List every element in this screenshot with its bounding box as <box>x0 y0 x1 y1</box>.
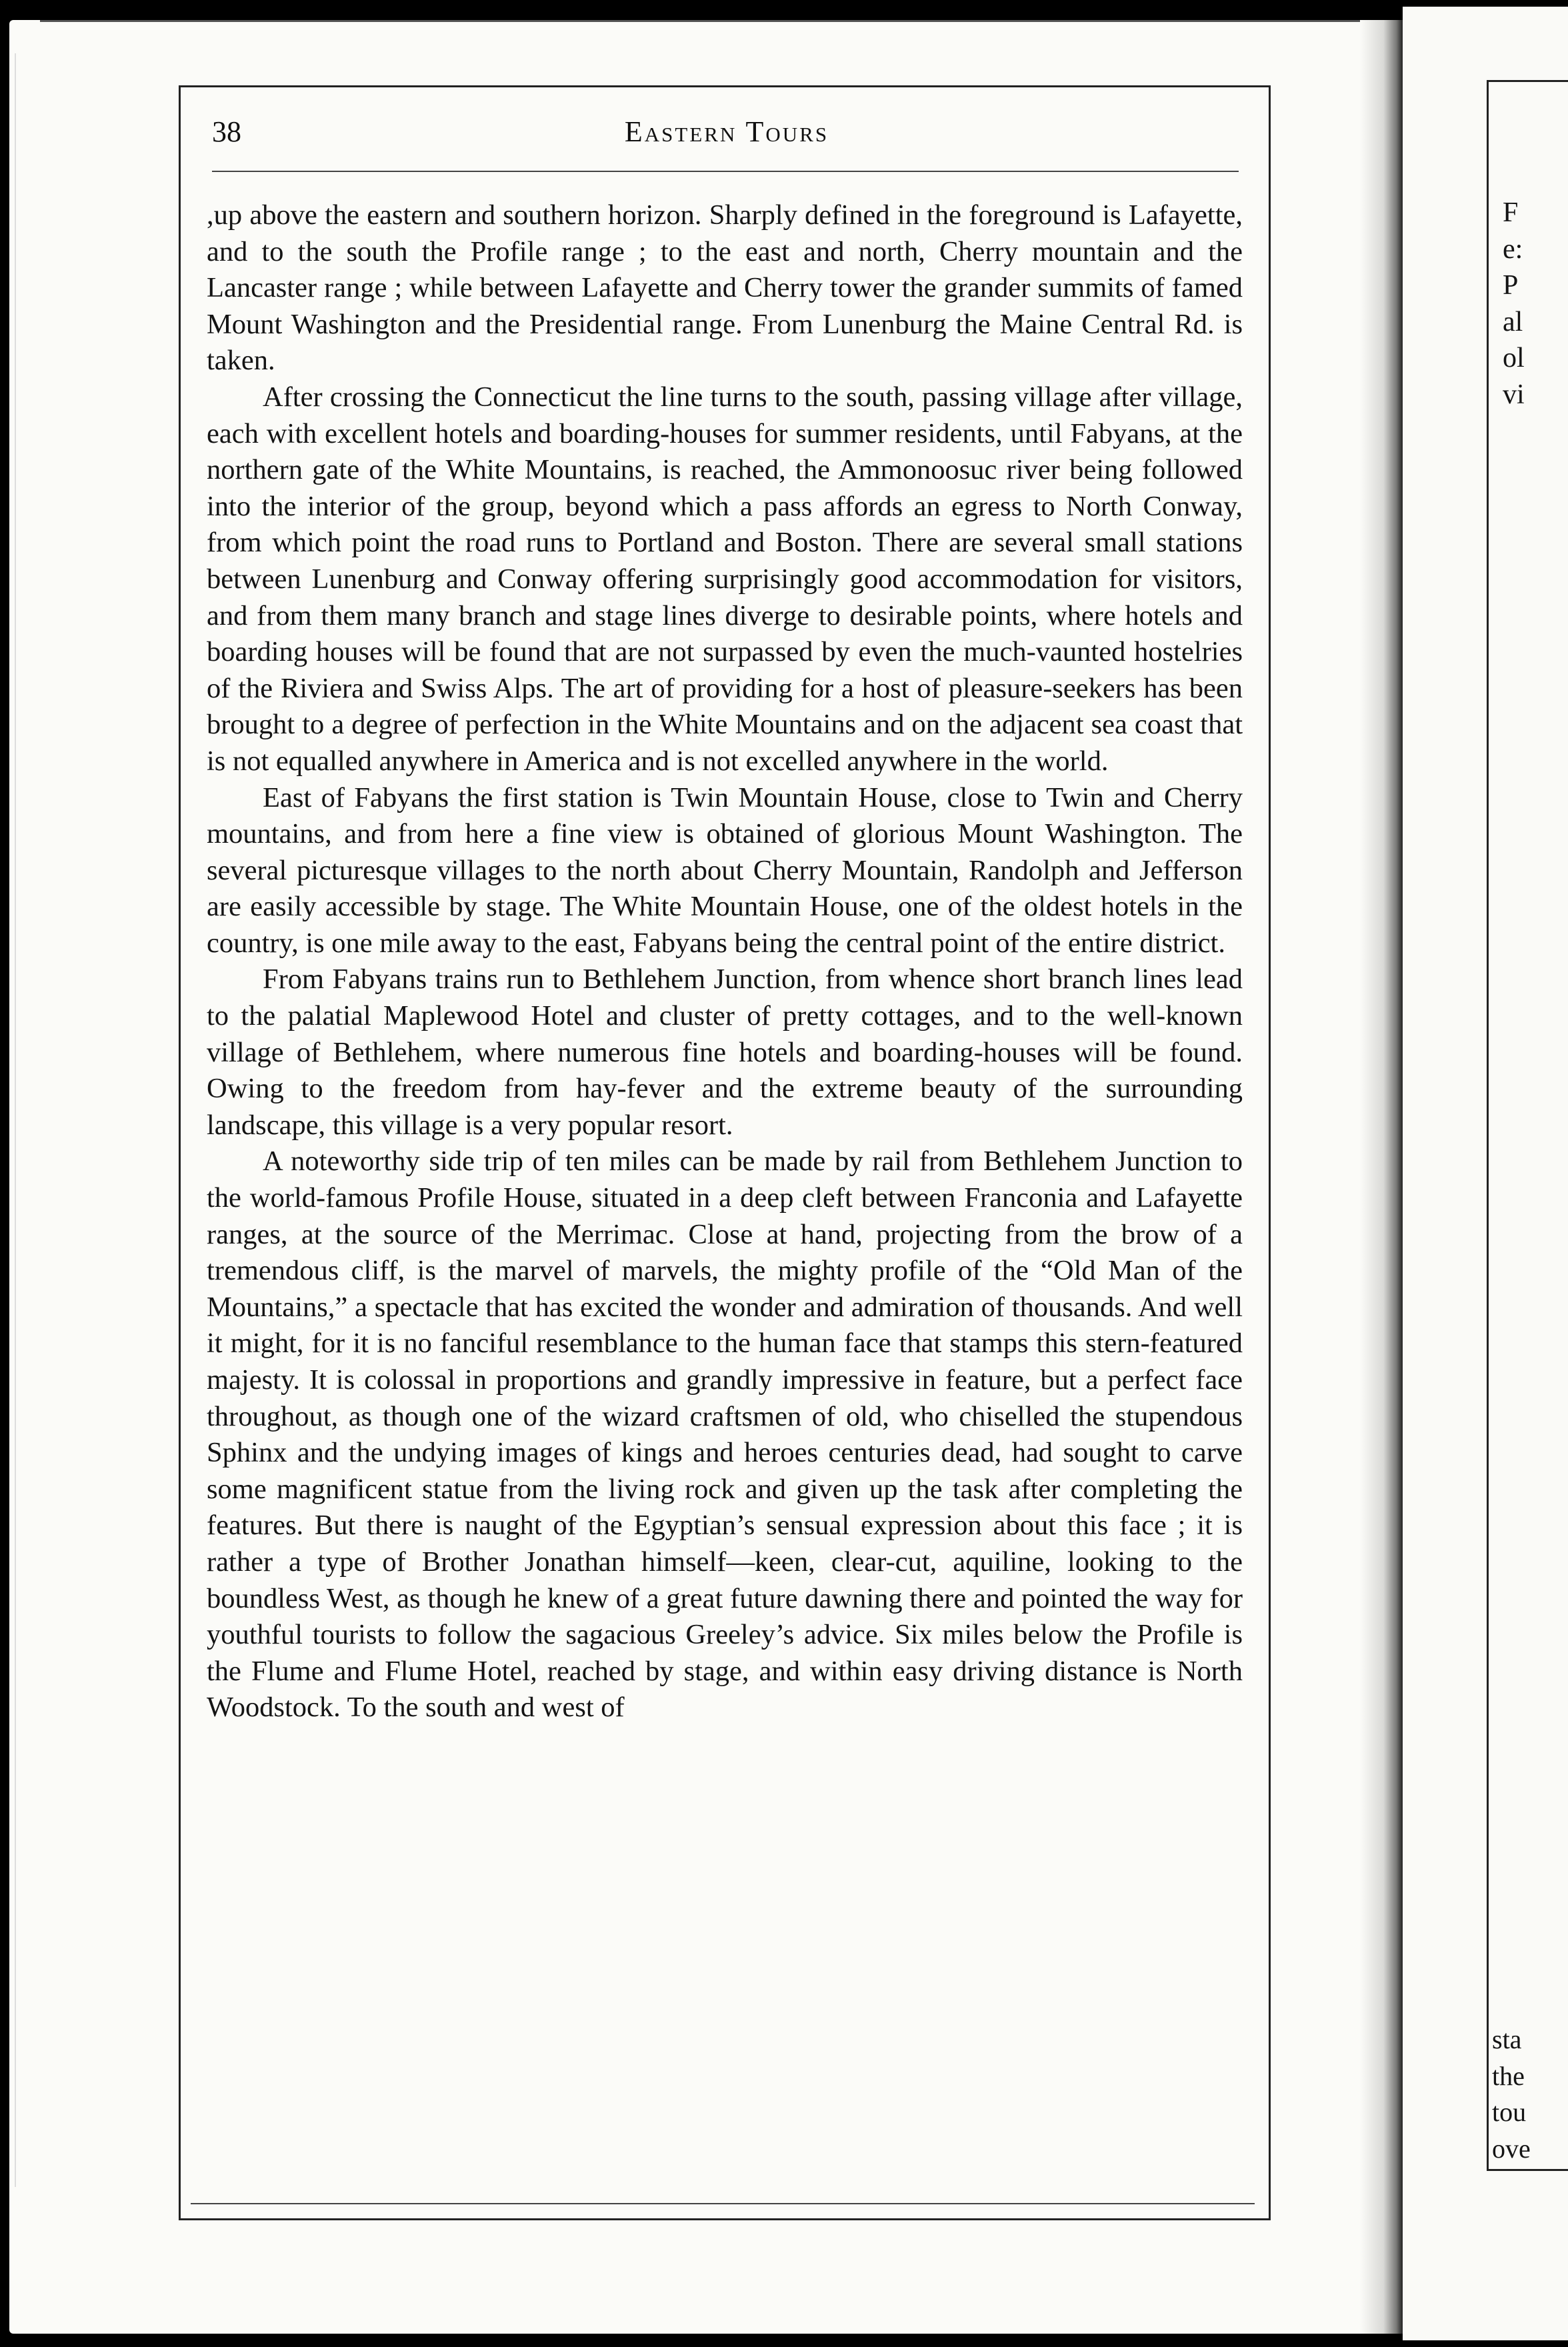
facing-page-text-bottom: sta the tou ove <box>1492 2024 1531 2164</box>
page-left-edge <box>15 53 20 2187</box>
paragraph: From Fabyans trains run to Bethlehem Junction, from whence short branch lines lead to the palatial Maplewood Hotel and cluster of pretty cottages, and to the well-known village of Bethlehem, where numerous fine hotels and boarding-houses will be found. Owing to the freedom from hay-fever and the extreme beauty of the surrounding landscape, this village is a very popular resort. <box>207 963 1243 1141</box>
paragraph: After crossing the Connecticut the line turns to the south, passing village after village, each with excellent hotels and boarding-houses for summer residents, until Fabyans, at the northern gate of the White Mountains, is reached, the Ammonoosuc river being followed into the interior of the group, beyond which a pass affords an egress to North Conway, from which point the road runs to Portland and Boston. There are several small stations between Lunenburg and Conway offering surprisingly good accommodation for visitors, and from them many branch and stage lines diverge to desirable points, where hotels and boarding houses will be found that are not surpassed by even the much-vaunted hostelries of the Riviera and Swiss Alps. The art of providing for a host of pleasure-seekers has been brought to a degree of perfection in the White Mountains and on the adjacent sea coast that is not equalled anywhere in America and is not excelled anywhere in the world. <box>207 381 1243 777</box>
paragraph: ,up above the eastern and southern horizon. Sharply defined in the foreground is Lafayette, and to the south the Profile range ; to the east and north, Cherry mountain and the Lancaster range ; while between Lafayette and Cherry tower the grander summits of famed Mount Washington and the Presidential range. From Lunenburg the Maine Central Rd. is taken. <box>207 199 1243 377</box>
page-header <box>212 115 1241 155</box>
paragraph: East of Fabyans the first station is Twin Mountain House, close to Twin and Cherry mountains, and from here a fine view is obtained of glorious Mount Washington. The several picturesque villages to the north about Cherry Mountain, Randolph and Jefferson are easily accessible by stage. The White Mountain House, one of the oldest hotels in the country, is one mile away to the east, Fabyans being the central point of the entire district. <box>207 781 1243 959</box>
body-text <box>207 197 1243 1726</box>
page-top-edge <box>40 20 1360 22</box>
facing-page-text-top: F e: P al ol vi <box>1503 197 1525 410</box>
page-number: 38 <box>212 115 241 148</box>
paragraph: A noteworthy side trip of ten miles can be made by rail from Bethlehem Junction to the world-famous Profile House, situated in a deep cleft between Franconia and Lafayette ranges, at the source of the Merrimac. Close at hand, projecting from the brow of a tremendous cliff, is the marvel of marvels, the mighty profile of the “Old Man of the Mountains,” a spectacle that has excited the wonder and admiration of thousands. And well it might, for it is no fanciful resemblance to the human face that stamps this stern-featured majesty. It is colossal in proportions and grandly impressive in feature, but a perfect face throughout, as though one of the wizard craftsmen of old, who chiselled the stupendous Sphinx and the undying images of kings and heroes centuries dead, had sought to carve some magnificent statue from the living rock and given up the task after completing the features. But there is naught of the Egyptian’s sensual expression about this face ; it is rather a type of Brother Jonathan himself—keen, clear-cut, aquiline, looking to the boundless West, as though he knew of a great future dawning there and pointed the way for youthful tourists to follow the sagacious Greeley’s advice. Six miles below the Profile is the Flume and Flume Hotel, reached by stage, and within easy driving distance is North Woodstock. To the south and west of <box>207 1145 1243 1724</box>
header-rule <box>212 171 1239 172</box>
running-head: Eastern Tours <box>624 115 829 148</box>
book-gutter <box>1360 20 1403 2334</box>
